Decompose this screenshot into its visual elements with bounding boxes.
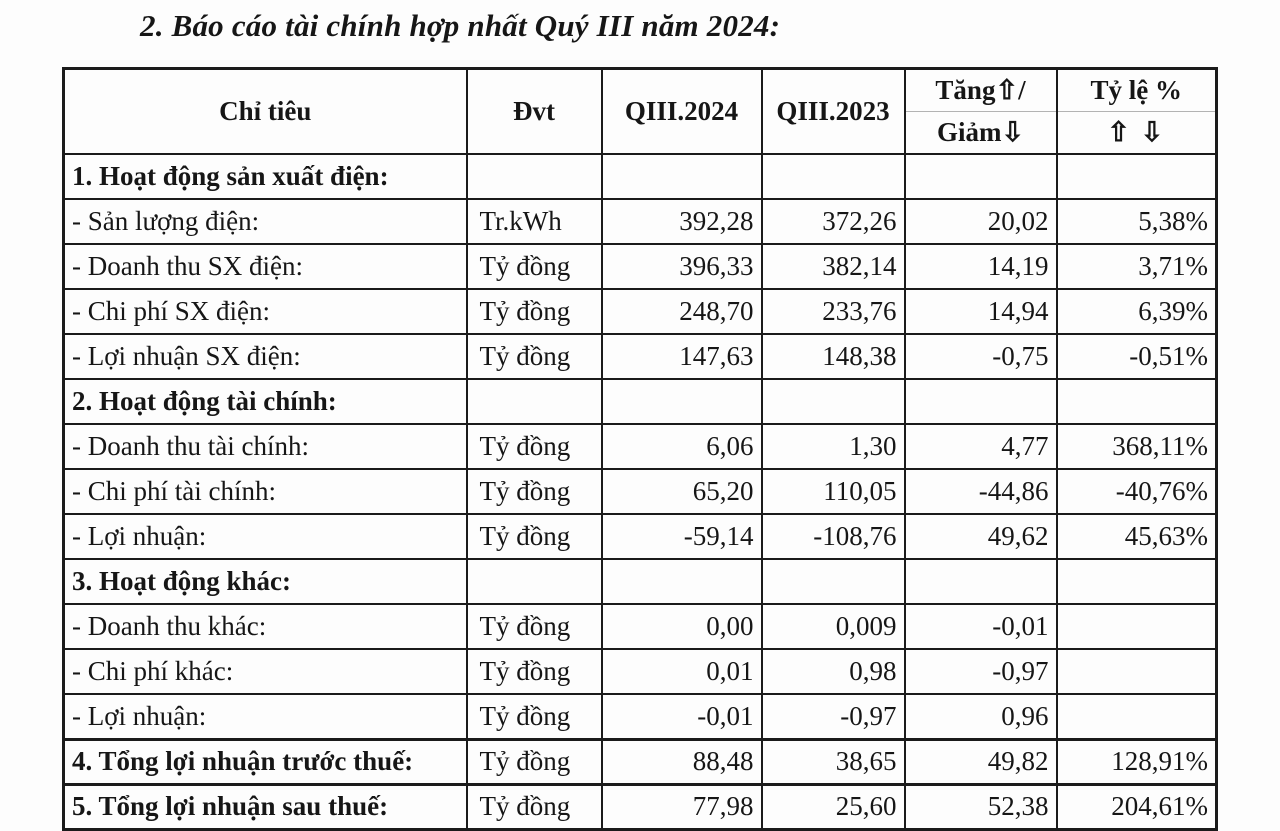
header-criteria: Chỉ tiêu xyxy=(64,69,467,155)
q2024-value-cell: 0,00 xyxy=(602,604,762,649)
change-value-cell: 14,19 xyxy=(905,244,1057,289)
unit-cell xyxy=(467,379,602,424)
q2024-value-cell xyxy=(602,154,762,199)
q2024-value-cell: 88,48 xyxy=(602,739,762,784)
percent-value-cell: 128,91% xyxy=(1057,739,1217,784)
row-label-cell: 5. Tổng lợi nhuận sau thuế: xyxy=(64,784,467,829)
percent-value-cell: -40,76% xyxy=(1057,469,1217,514)
table-row xyxy=(64,784,1217,829)
q2024-value-cell: 0,01 xyxy=(602,649,762,694)
unit-cell: Tỷ đồng xyxy=(467,514,602,559)
percent-value-cell xyxy=(1057,604,1217,649)
page-title: 2. Báo cáo tài chính hợp nhất Quý III năm 2024: xyxy=(140,8,781,43)
q2023-value-cell: -0,97 xyxy=(762,694,905,739)
q2024-value-cell: 65,20 xyxy=(602,469,762,514)
q2023-value-cell: 1,30 xyxy=(762,424,905,469)
table-row xyxy=(64,379,1217,424)
q2023-value-cell: 233,76 xyxy=(762,289,905,334)
change-value-cell: 20,02 xyxy=(905,199,1057,244)
percent-value-cell: 3,71% xyxy=(1057,244,1217,289)
unit-cell xyxy=(467,154,602,199)
percent-value-cell: 368,11% xyxy=(1057,424,1217,469)
row-label-cell: - Lợi nhuận: xyxy=(64,694,467,739)
q2024-value-cell: -0,01 xyxy=(602,694,762,739)
q2023-value-cell: 382,14 xyxy=(762,244,905,289)
row-label-cell: - Chi phí SX điện: xyxy=(64,289,467,334)
header-unit: Đvt xyxy=(467,69,602,155)
header-q2023: QIII.2023 xyxy=(762,69,905,155)
header-change-decrease: Giảm⇩ xyxy=(936,117,1025,147)
change-value-cell: -44,86 xyxy=(905,469,1057,514)
unit-cell: Tỷ đồng xyxy=(467,604,602,649)
q2023-value-cell xyxy=(762,154,905,199)
table-row xyxy=(64,334,1217,379)
table-row xyxy=(64,424,1217,469)
change-value-cell: 4,77 xyxy=(905,424,1057,469)
change-value-cell xyxy=(905,379,1057,424)
change-value-cell: 49,62 xyxy=(905,514,1057,559)
unit-cell: Tỷ đồng xyxy=(467,784,602,829)
percent-value-cell: 45,63% xyxy=(1057,514,1217,559)
table-body xyxy=(64,154,1217,829)
q2024-value-cell: 6,06 xyxy=(602,424,762,469)
unit-cell: Tỷ đồng xyxy=(467,649,602,694)
row-label-cell: - Doanh thu SX điện: xyxy=(64,244,467,289)
percent-value-cell: 6,39% xyxy=(1057,289,1217,334)
change-value-cell: -0,01 xyxy=(905,604,1057,649)
q2024-value-cell: 248,70 xyxy=(602,289,762,334)
q2023-value-cell: 372,26 xyxy=(762,199,905,244)
row-label-cell: - Sản lượng điện: xyxy=(64,199,467,244)
table-row xyxy=(64,604,1217,649)
q2023-value-cell: 38,65 xyxy=(762,739,905,784)
change-value-cell: 52,38 xyxy=(905,784,1057,829)
row-label-cell: 3. Hoạt động khác: xyxy=(64,559,467,604)
header-change-increase: Tăng⇧/ xyxy=(906,70,1056,112)
table-row xyxy=(64,289,1217,334)
q2024-value-cell xyxy=(602,559,762,604)
unit-cell: Tỷ đồng xyxy=(467,694,602,739)
row-label-cell: 1. Hoạt động sản xuất điện: xyxy=(64,154,467,199)
header-ratio-arrows-icon: ⇧ ⇩ xyxy=(1107,117,1166,147)
q2024-value-cell xyxy=(602,379,762,424)
table-row xyxy=(64,199,1217,244)
unit-cell xyxy=(467,559,602,604)
row-label-cell: 2. Hoạt động tài chính: xyxy=(64,379,467,424)
table-row xyxy=(64,649,1217,694)
unit-cell: Tỷ đồng xyxy=(467,334,602,379)
header-ratio xyxy=(1057,69,1217,155)
q2023-value-cell: -108,76 xyxy=(762,514,905,559)
row-label-cell: - Chi phí tài chính: xyxy=(64,469,467,514)
q2024-value-cell: 396,33 xyxy=(602,244,762,289)
percent-value-cell xyxy=(1057,649,1217,694)
q2023-value-cell: 0,009 xyxy=(762,604,905,649)
percent-value-cell: -0,51% xyxy=(1057,334,1217,379)
table-row xyxy=(64,559,1217,604)
percent-value-cell xyxy=(1057,694,1217,739)
percent-value-cell: 5,38% xyxy=(1057,199,1217,244)
q2024-value-cell: 392,28 xyxy=(602,199,762,244)
q2023-value-cell: 0,98 xyxy=(762,649,905,694)
change-value-cell xyxy=(905,559,1057,604)
unit-cell: Tỷ đồng xyxy=(467,469,602,514)
table-row xyxy=(64,469,1217,514)
header-q2024: QIII.2024 xyxy=(602,69,762,155)
change-value-cell: 0,96 xyxy=(905,694,1057,739)
row-label-cell: - Lợi nhuận SX điện: xyxy=(64,334,467,379)
row-label-cell: - Lợi nhuận: xyxy=(64,514,467,559)
percent-value-cell xyxy=(1057,559,1217,604)
row-label-cell: - Doanh thu tài chính: xyxy=(64,424,467,469)
change-value-cell: -0,97 xyxy=(905,649,1057,694)
row-label-cell: - Doanh thu khác: xyxy=(64,604,467,649)
financial-report-table xyxy=(62,67,1218,831)
header-ratio-label: Tỷ lệ % xyxy=(1058,70,1216,112)
change-value-cell: 14,94 xyxy=(905,289,1057,334)
q2023-value-cell: 25,60 xyxy=(762,784,905,829)
q2023-value-cell xyxy=(762,559,905,604)
table-row xyxy=(64,514,1217,559)
unit-cell: Tỷ đồng xyxy=(467,289,602,334)
row-label-cell: 4. Tổng lợi nhuận trước thuế: xyxy=(64,739,467,784)
table-row xyxy=(64,154,1217,199)
percent-value-cell: 204,61% xyxy=(1057,784,1217,829)
q2023-value-cell: 110,05 xyxy=(762,469,905,514)
table-row xyxy=(64,694,1217,739)
unit-cell: Tỷ đồng xyxy=(467,424,602,469)
table-header xyxy=(64,69,1217,155)
unit-cell: Tỷ đồng xyxy=(467,739,602,784)
percent-value-cell xyxy=(1057,379,1217,424)
q2023-value-cell xyxy=(762,379,905,424)
change-value-cell: 49,82 xyxy=(905,739,1057,784)
change-value-cell xyxy=(905,154,1057,199)
row-label-cell: - Chi phí khác: xyxy=(64,649,467,694)
change-value-cell: -0,75 xyxy=(905,334,1057,379)
percent-value-cell xyxy=(1057,154,1217,199)
q2024-value-cell: 147,63 xyxy=(602,334,762,379)
table-row xyxy=(64,739,1217,784)
unit-cell: Tr.kWh xyxy=(467,199,602,244)
unit-cell: Tỷ đồng xyxy=(467,244,602,289)
table-row xyxy=(64,244,1217,289)
q2023-value-cell: 148,38 xyxy=(762,334,905,379)
q2024-value-cell: -59,14 xyxy=(602,514,762,559)
q2024-value-cell: 77,98 xyxy=(602,784,762,829)
header-change xyxy=(905,69,1057,155)
